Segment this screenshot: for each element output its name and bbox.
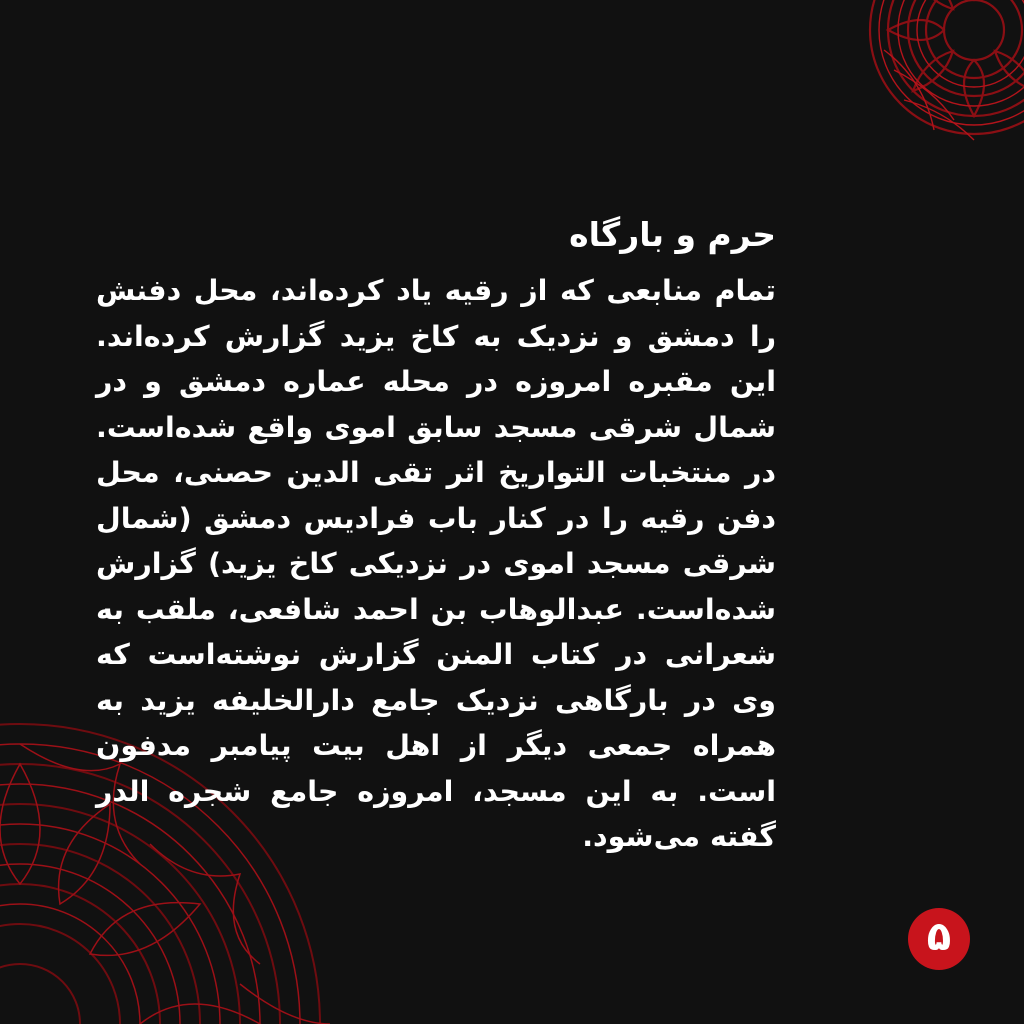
article-title: حرم و بارگاه [569,215,776,254]
red-mandala-ornament-top-right [824,0,1024,180]
page-number: ۵ [926,914,952,960]
article-content [96,212,776,860]
article-body: تمام منابعی که از رقیه یاد کرده‌اند، محل دفنش را دمشق و نزدیک به کاخ یزید گزارش کرده‌اند. این مقبره امروزه در محله عماره دمشق و در شمال شرقی مسجد سابق اموی واقع شده‌است. در منتخبات التواریخ اثر تقی الدین حصنی، محل دفن رقیه را در کنار باب فرادیس دمشق (شمال شرقی مسجد اموی در نزدیکی کاخ یزید) گزارش شده‌است. عبدالوهاب بن احمد شافعی، ملقب به شعرانی در کتاب المنن گزارش نوشته‌است که وی در بارگاهی نزدیک جامع دارالخلیفه یزید به همراه جمعی دیگر از اهل بیت پیامبر مدفون است. به این مسجد، امروزه جامع شجره الدر گفته می‌شود. [96,274,776,853]
page-number-badge [908,908,970,970]
